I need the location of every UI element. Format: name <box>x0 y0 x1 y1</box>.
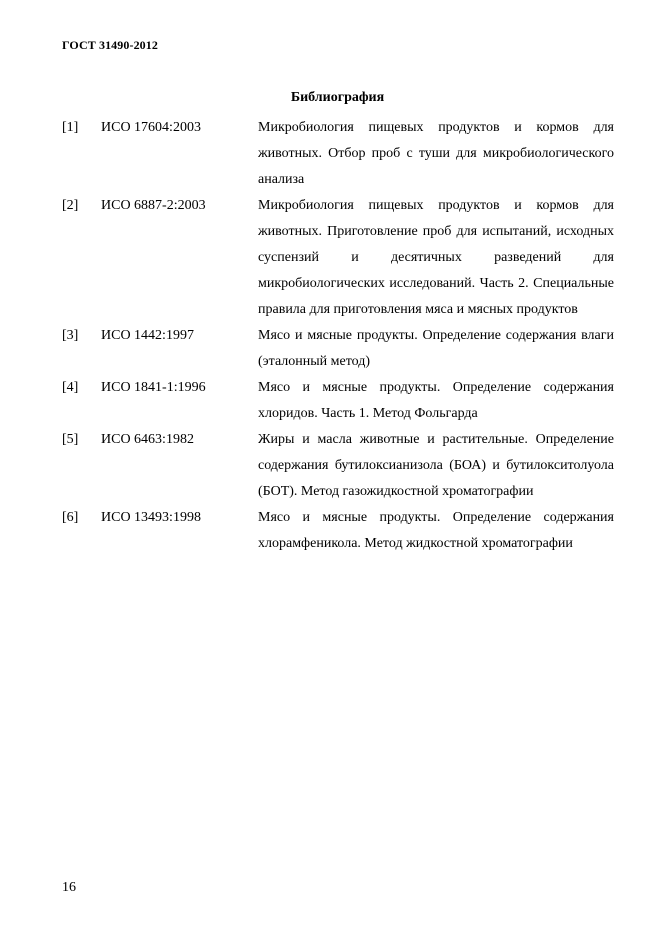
entry-standard-code: ИСО 13493:1998 <box>101 510 201 525</box>
bibliography-entry <box>62 115 618 193</box>
entry-standard-code: ИСО 6463:1982 <box>101 432 194 447</box>
entry-number: [5] <box>62 432 79 447</box>
document-code-header: ГОСТ 31490-2012 <box>62 38 158 52</box>
bibliography-entry <box>62 505 618 557</box>
entry-description: Микробиология пищевых продуктов и кормов для животных. Отбор проб с туши для микробиологического анализа <box>258 120 614 187</box>
entry-description: Мясо и мясные продукты. Определение содержания хлоридов. Часть 1. Метод Фольгарда <box>258 380 614 421</box>
bibliography-entry <box>62 427 618 505</box>
entry-number: [6] <box>62 510 79 525</box>
bibliography-entry <box>62 375 618 427</box>
bibliography-list <box>62 115 618 557</box>
entry-number: [3] <box>62 328 79 343</box>
entry-description: Жиры и масла животные и растительные. Определение содержания бутилоксианизола (БОА) и бутилокситолуола (БОТ). Метод газожидкостной хроматографии <box>258 432 614 499</box>
entry-standard-code: ИСО 1841-1:1996 <box>101 380 206 395</box>
entry-standard-code: ИСО 17604:2003 <box>101 120 201 135</box>
page-number: 16 <box>62 880 76 895</box>
entry-number: [4] <box>62 380 79 395</box>
bibliography-title: Библиография <box>290 90 385 105</box>
entry-standard-code: ИСО 6887-2:2003 <box>101 198 206 213</box>
entry-description: Микробиология пищевых продуктов и кормов для животных. Приготовление проб для испытаний, исходных суспензий и десятичных разведений для микробиологических исследований. Часть 2. Специальные правила для приготовления мяса и мясных продуктов <box>258 198 614 317</box>
bibliography-entry <box>62 323 618 375</box>
entry-standard-code: ИСО 1442:1997 <box>101 328 194 343</box>
bibliography-entry <box>62 193 618 323</box>
entry-number: [2] <box>62 198 79 213</box>
entry-description: Мясо и мясные продукты. Определение содержания хлорамфеникола. Метод жидкостной хроматографии <box>258 510 614 551</box>
entry-description: Мясо и мясные продукты. Определение содержания влаги (эталонный метод) <box>258 328 614 369</box>
entry-number: [1] <box>62 120 79 135</box>
